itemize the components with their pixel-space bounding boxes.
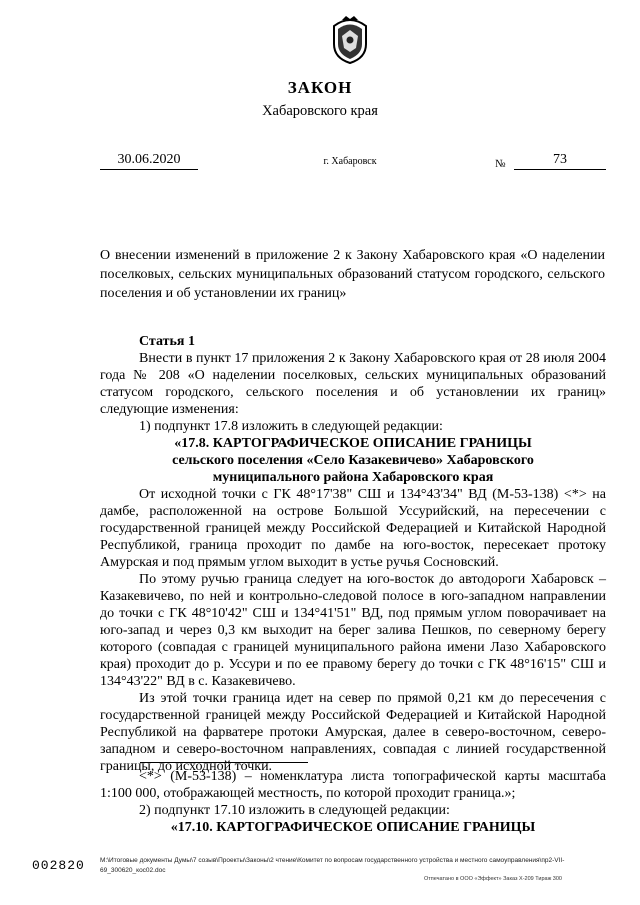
paragraph-1: От исходной точки с ГК 48°17'38" СШ и 134°43'34" ВД (М-53-138) <*> на дамбе, расположенной на острове Большой Уссурийский, на пересечении с государственной границей между Российской Федерацией и Китайской Народной Республикой, граница проходит по дамбе на юго-восток, пересекает протоку Амурская и под прямым углом выходит в устье ручья Сосновский. [100,487,606,570]
document-code: 002820 [32,858,85,873]
item-1: 1) подпункт 17.8 изложить в следующей редакции: [139,419,443,434]
law-number: 73 [514,151,606,170]
footnote: <*> (М-53-138) – номенклатура листа топографической карты масштаба 1:100 000, отображающей местность, по которой проходит граница.»; [100,769,606,801]
coat-of-arms-icon [330,14,370,64]
heading-17-8: «17.8. КАРТОГРАФИЧЕСКОЕ ОПИСАНИЕ ГРАНИЦЫ [174,436,532,451]
item-2: 2) подпункт 17.10 изложить в следующей редакции: [139,803,450,818]
region-name: Хабаровского края [262,103,378,119]
number-label: № [495,158,506,170]
law-title: ЗАКОН [287,78,353,97]
law-city: г. Хабаровск [323,156,377,167]
paragraph-2: По этому ручью граница следует на юго-восток до автодороги Хабаровск – Казакевичево, по ней и контрольно-следовой полосе в юго-западном направлении до точки с ГК 48°10'42" СШ и 134°41'51" ВД, под прямым углом поворачивает на юго-запад и через 0,3 км выходит на берег залива Пешков, по северному берегу которого (совпадая с границей муниципального района имени Лазо Хабаровского края) проходит до р. Уссури и по ее правому берегу до точки с ГК 48°16'15" СШ и 134°43'22" ВД в с. Казакевичево. [100,572,606,689]
article-title: Статья 1 [139,334,195,349]
footnote-block [100,768,606,836]
subheading-17-8: сельского поселения «Село Казакевичево» Хабаровского муниципального района Хабаровского края [172,453,534,485]
paragraph-3: Из этой точки граница идет на север по прямой 0,21 км до пересечения с государственной границей между Российской Федерацией и Китайской Народной Республикой на фарватере протоки Амурская, далее в северо-восточном, северо-западном и северо-восточном направлениях, совпадая с линией государственной границы, до исходной точки. [100,691,606,774]
heading-17-10: «17.10. КАРТОГРАФИЧЕСКОЕ ОПИСАНИЕ ГРАНИЦЫ [170,820,536,835]
law-date: 30.06.2020 [100,151,198,170]
file-path: M:\Итоговые документы Думы\7 созыв\Проекты\Законы\2 чтение\Комитет по вопросам государственного устройства и местного самоуправления\пр2-VII-69_300620_кос02.doc [100,857,565,874]
print-stamp: Отпечатано в ООО «Эффект» Заказ Х-209 Тираж 300 [424,876,562,882]
footnote-separator [140,762,308,763]
article-block [100,333,606,775]
law-intro: О внесении изменений в приложение 2 к Закону Хабаровского края «О наделении поселковых, сельских муниципальных образований статусом городского, сельского поселения и об установлении их границ» [100,248,605,301]
article-text: Внести в пункт 17 приложения 2 к Закону Хабаровского края от 28 июля 2004 года № 208 «О наделении поселковых, сельских муниципальных образований статусом городского, сельского поселения и об установлении их границ» следующие изменения: [100,351,606,417]
